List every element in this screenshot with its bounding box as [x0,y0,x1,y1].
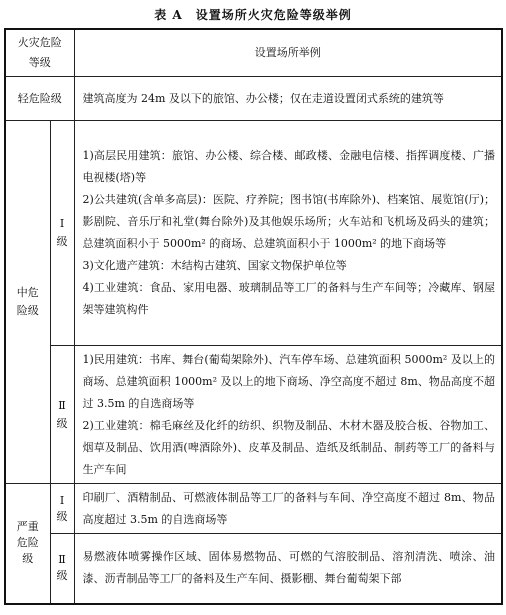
light-hazard-examples: 建筑高度为 24m 及以下的旅馆、办公楼；仅在走道设置闭式系统的建筑等 [74,77,502,121]
medium-grade1-label [50,121,74,346]
medium-grade2-numeral: Ⅱ [58,398,66,412]
medium-grade1-item-1: 1)高层民用建筑：旅馆、办公楼、综合楼、邮政楼、金融电信楼、指挥调度楼、广播电视楼(塔)等 [82,149,495,184]
severe-grade1-label [50,484,74,534]
medium-grade2-label [50,346,74,484]
light-hazard-level: 轻危险级 [5,77,74,121]
table-caption: 表 A 设置场所火灾危险等级举例 [154,8,352,22]
medium-grade1-numeral: Ⅰ [59,217,65,230]
medium-hazard-level-line2: 险级 [16,304,39,317]
header-hazard-level-line1: 火灾危险 [17,36,62,49]
row-light-hazard [5,77,502,121]
severe-grade1-char: 级 [56,509,68,523]
severe-hazard-level-line2: 危险 [16,536,39,550]
medium-grade2-char: 级 [56,416,68,430]
severe-hazard-level-line1: 严重 [16,520,39,534]
medium-grade1-examples [74,121,502,346]
medium-grade2-item-1: 1)民用建筑：书库、舞台(葡萄架除外)、汽车停车场、总建筑面积 5000m² 及以上的商场、总建筑面积 1000m² 及以上的地下商场、净空高度不超过 8m、物品高度不超过 3.5m 的自选商场等 [82,352,495,410]
row-medium-grade1 [5,121,502,346]
medium-hazard-level [5,121,50,484]
severe-grade2-label [50,534,74,604]
severe-grade1-numeral: Ⅰ [59,493,65,507]
medium-grade1-item-4: 4)工业建筑：食品、家用电器、玻璃制品等工厂的备料与生产车间等；冷藏库、钢屋架等建筑构件 [82,281,495,316]
medium-grade2-item-2: 2)工业建筑：棉毛麻丝及化纤的纺织、织物及制品、木材木器及胶合板、谷物加工、烟草及制品、饮用酒(啤酒除外)、皮革及制品、造纸及纸制品、制药等工厂的备料与生产车间 [82,418,495,476]
medium-grade1-item-2: 2)公共建筑(含单多高层)：医院、疗养院；图书馆(书库除外)、档案馆、展览馆(厅)；影剧院、音乐厅和礼堂(舞台除外)及其他娱乐场所；火车站和飞机场及码头的建筑；总建筑面积小于 5000m² 的商场、总建筑面积小于 1000m² 的地下商场等 [82,193,495,250]
medium-grade1-char: 级 [56,235,68,248]
severe-hazard-level [5,484,50,604]
severe-grade2-numeral: Ⅱ [58,553,66,567]
row-severe-grade2 [5,534,502,604]
severe-grade2-examples: 易燃液体喷雾操作区域、固体易燃物品、可燃的气溶胶制品、溶剂清洗、喷涂、油漆、沥青制品等工厂的备料及生产车间、摄影棚、舞台葡萄架下部 [74,534,502,604]
header-example-places: 设置场所举例 [74,29,502,77]
severe-hazard-level-line3: 级 [22,552,34,566]
medium-grade1-item-3: 3)文化遗产建筑：木结构古建筑、国家文物保护单位等 [82,259,347,272]
fire-hazard-table [4,28,503,605]
row-severe-grade1 [5,484,502,534]
severe-grade1-examples: 印刷厂、酒精制品、可燃液体制品等工厂的备料与车间、净空高度不超过 8m、物品高度超过 3.5m 的自选商场等 [74,484,502,534]
header-row [5,29,502,77]
severe-grade2-char: 级 [56,569,68,583]
row-medium-grade2 [5,346,502,484]
header-hazard-level [5,29,74,77]
header-hazard-level-line2: 等级 [28,56,51,69]
medium-grade2-examples [74,346,502,484]
medium-hazard-level-line1: 中危 [16,286,39,299]
